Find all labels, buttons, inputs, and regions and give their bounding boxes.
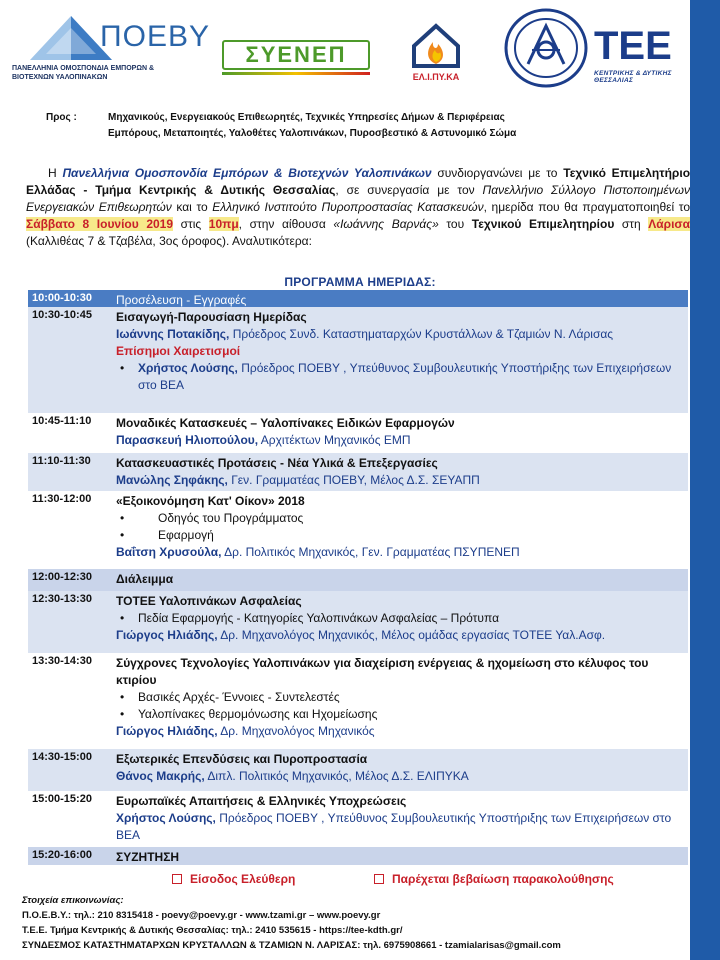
official-greetings: Επίσημοι Χαιρετισμοί [116, 344, 241, 358]
schedule-cell [112, 749, 688, 791]
schedule-cell [112, 847, 688, 865]
recipients-list [108, 110, 668, 142]
elipyka-text: ΕΛ.Ι.ΠΥ.ΚΑ [412, 72, 460, 82]
schedule-time: 12:30-13:30 [32, 593, 92, 605]
certificate-note [374, 872, 614, 886]
intro-org: Πανελλήνια Ομοσπονδία Εμπόρων & Βιοτεχνών Υαλοπινάκων [62, 166, 432, 180]
bullet-item [116, 510, 682, 527]
bullet-icon: • [120, 690, 125, 704]
syenep-color-bar [222, 72, 370, 75]
schedule-row [28, 307, 688, 413]
checkbox-icon [172, 874, 182, 884]
speaker [116, 627, 682, 644]
intro-city: Λάρισα [648, 217, 691, 231]
intro-tee: Τεχνικό Επιμελητήριο Ελλάδας - Τμήμα Κεντρικής & Δυτικής Θεσσαλίας [26, 166, 691, 197]
speaker [138, 360, 682, 394]
speaker-name: Θάνος Μακρής, [116, 769, 205, 783]
poevy-subtitle [12, 64, 192, 82]
contacts-title: Στοιχεία επικοινωνίας: [22, 895, 124, 906]
tee-emblem-icon [502, 6, 590, 90]
recipients-label: Προς : [46, 112, 77, 123]
intro-hall: «Ιωάννης Βαρνάς» [333, 217, 439, 231]
schedule-title: Κατασκευαστικές Προτάσεις - Νέα Υλικά & Επεξεργασίες [116, 456, 438, 470]
contacts-line: Π.Ο.Ε.Β.Υ.: τηλ.: 210 8315418 - poevy@poevy.gr - www.tzami.gr – www.poevy.gr [22, 910, 381, 921]
schedule-cell [112, 413, 688, 453]
program-title: ΠΡΟΓΡΑΜΜΑ ΗΜΕΡΙΔΑΣ: [284, 275, 436, 289]
schedule-title: Ευρωπαϊκές Απαιτήσεις & Ελληνικές Υποχρεώσεις [116, 794, 407, 808]
intro-text-1: Η [48, 166, 63, 180]
intro-tee-2: Τεχνικού Επιμελητηρίου [471, 217, 615, 231]
elipyka-logo [400, 16, 472, 84]
schedule-time: 12:00-12:30 [32, 571, 92, 583]
intro-text-4: και το [171, 200, 213, 214]
speaker [116, 768, 682, 785]
bullet-text: Οδηγός του Προγράμματος [158, 511, 304, 525]
bullet-text: Πεδία Εφαρμογής - Κατηγορίες Υαλοπινάκων Ασφαλείας – Πρότυπα [138, 611, 500, 625]
poevy-name: ΠΟΕΒΥ [100, 20, 211, 53]
schedule-row [28, 491, 688, 569]
schedule-row [28, 791, 688, 847]
speaker-name: Γιώργος Ηλιάδης, [116, 628, 218, 642]
speaker-role: Δρ. Πολιτικός Μηχανικός, Γεν. Γραμματέας ΠΣΥΠΕΝΕΠ [221, 545, 520, 559]
speaker [116, 810, 682, 844]
schedule-title: Προσέλευση - Εγγραφές [116, 293, 247, 307]
intro-time: 10πμ [208, 217, 239, 231]
bullet-icon: • [120, 361, 125, 375]
poevy-logo [8, 14, 211, 86]
schedule-row [28, 453, 688, 491]
schedule-cell [112, 491, 688, 569]
schedule-title: Σύγχρονες Τεχνολογίες Υαλοπινάκων για διαχείριση ενέργειας & ηχομείωση στο κέλυφος του κτιρίου [116, 656, 649, 687]
speaker-role: Πρόεδρος Συνδ. Καταστηματαρχών Κρυστάλλων & Τζαμιών Ν. Λάρισας [229, 327, 614, 341]
contacts-line: Τ.Ε.Ε. Τμήμα Κεντρικής & Δυτικής Θεσσαλίας: τηλ.: 2410 535615 - https://tee-kdth.gr/ [22, 925, 403, 936]
speaker-role: Δρ. Μηχανολόγος Μηχανικός, Μέλος ομάδας εργασίας ΤΟΤΕΕ Υαλ.Ασφ. [217, 628, 606, 642]
schedule-row [28, 413, 688, 453]
intro-text-5: , ημερίδα που θα πραγματοποιηθεί το [483, 200, 690, 214]
schedule-time: 15:20-16:00 [32, 849, 92, 861]
bullet-icon: • [120, 511, 125, 525]
speaker-name: Ιωάννης Ποτακίδης, [116, 327, 230, 341]
intro-assoc: Πανελλήνιο Σύλλογο Πιστοποιημένων Ενεργειακών Επιθεωρητών [26, 183, 691, 214]
free-entry-note [172, 872, 295, 886]
speaker-name: Παρασκευή Ηλιοπούλου, [116, 433, 259, 447]
schedule-row [28, 290, 688, 307]
bullet-text: Βασικές Αρχές- Έννοιες - Συντελεστές [138, 690, 340, 704]
schedule-row [28, 569, 688, 591]
intro-inst: Ελληνικό Ινστιτούτο Πυροπροστασίας Κατασκευών [212, 200, 484, 214]
right-decorative-bar [690, 0, 720, 960]
schedule-cell [112, 791, 688, 847]
intro-text-3: , σε συνεργασία με τον [335, 183, 483, 197]
poevy-sub-line-2: ΒΙΟΤΕΧΝΩΝ ΥΑΛΟΠΙΝΑΚΩΝ [12, 74, 108, 81]
speaker-name: Χρήστος Λούσης, [116, 811, 216, 825]
intro-text-7: , στην αίθουσα [238, 217, 334, 231]
schedule-time: 11:10-11:30 [32, 455, 91, 467]
schedule-cell [112, 453, 688, 491]
bullet-icon: • [120, 707, 125, 721]
contacts [22, 893, 690, 953]
intro-text-2: συνδιοργανώνει με το [431, 166, 564, 180]
bullet-item [116, 360, 682, 394]
schedule-title: Εξωτερικές Επενδύσεις και Πυροπροστασία [116, 752, 368, 766]
schedule-row [28, 653, 688, 749]
schedule-time: 11:30-12:00 [32, 493, 92, 505]
speaker-role: Αρχιτέκτων Μηχανικός ΕΜΠ [258, 433, 411, 447]
bullet-item [116, 706, 682, 723]
poevy-sub-line-1: ΠΑΝΕΛΛΗΝΙΑ ΟΜΟΣΠΟΝΔΙΑ ΕΜΠΟΡΩΝ & [12, 65, 155, 72]
bullet-item [116, 527, 682, 544]
syenep-logo: ΣΥΕΝΕΠ [222, 40, 370, 70]
speaker-name: Μανώλης Σηφάκης, [116, 473, 228, 487]
speaker-name: Γιώργος Ηλιάδης, [116, 724, 218, 738]
recipients-line-1: Μηχανικούς, Ενεργειακούς Επιθεωρητές, Τεχνικές Υπηρεσίες Δήμων & Περιφέρειας [108, 112, 505, 123]
intro-text-10: (Καλλιθέας 7 & Τζαβέλα, 3ος όροφος). Αναλυτικότερα: [26, 234, 312, 248]
schedule-title: ΤΟΤΕΕ Υαλοπινάκων Ασφαλείας [116, 594, 302, 608]
schedule-time: 10:00-10:30 [32, 292, 92, 304]
intro-date: Σάββατο 8 Ιουνίου 2019 [26, 217, 174, 231]
intro-paragraph [26, 165, 690, 250]
certificate-text: Παρέχεται βεβαίωση παρακολούθησης [392, 872, 614, 886]
tee-subtitle: ΚΕΝΤΡΙΚΗΣ & ΔΥΤΙΚΗΣ ΘΕΣΣΑΛΙΑΣ [594, 70, 672, 84]
speaker-role: Δρ. Μηχανολόγος Μηχανικός [217, 724, 375, 738]
speaker [116, 544, 682, 561]
bullet-icon: • [120, 528, 125, 542]
flame-house-icon [400, 16, 472, 72]
free-entry-text: Είσοδος Ελεύθερη [190, 872, 296, 886]
bullet-text: Υαλοπίνακες θερμομόνωσης και Ηχομείωσης [138, 707, 378, 721]
intro-text-8: του [438, 217, 472, 231]
schedule-cell [112, 653, 688, 749]
schedule-time: 10:45-11:10 [32, 415, 92, 427]
schedule-cell [112, 591, 688, 653]
speaker-name: Βαΐτση Χρυσούλα, [116, 545, 222, 559]
schedule-row [28, 591, 688, 653]
tee-text: ΤΕΕ [594, 24, 672, 68]
checkbox-icon [374, 874, 384, 884]
schedule-time: 15:00-15:20 [32, 793, 92, 805]
schedule-title: Διάλειμμα [116, 572, 174, 586]
contacts-line: ΣΥΝΔΕΣΜΟΣ ΚΑΤΑΣΤΗΜΑΤΑΡΧΩΝ ΚΡΥΣΤΑΛΛΩΝ & ΤΖΑΜΙΩΝ Ν. ΛΑΡΙΣΑΣ: τηλ. 6975908661 - tzamialarisas@gmail.com [22, 940, 561, 951]
bullet-text: Εφαρμογή [158, 528, 214, 542]
schedule-title: «Εξοικονόμηση Κατ' Οίκον» 2018 [116, 494, 305, 508]
schedule-title: Μοναδικές Κατασκευές – Υαλοπίνακες Ειδικών Εφαρμογών [116, 416, 455, 430]
schedule-row [28, 749, 688, 791]
notes [0, 872, 720, 892]
schedule-title: ΣΥΖΗΤΗΣΗ [116, 850, 180, 864]
intro-text-9: στη [614, 217, 649, 231]
schedule-time: 13:30-14:30 [32, 655, 92, 667]
speaker-name: Χρήστος Λούσης, [138, 361, 238, 375]
schedule-cell [112, 569, 688, 591]
intro-text-6: στις [173, 217, 209, 231]
tee-logo [502, 6, 690, 90]
speaker-role: Γεν. Γραμματέας ΠΟΕΒΥ, Μέλος Δ.Σ. ΣΕΥΑΠΠ [227, 473, 480, 487]
speaker [116, 472, 682, 489]
bullet-item [116, 689, 682, 706]
logo-header [0, 0, 690, 92]
schedule-cell [112, 307, 688, 413]
schedule-title: Εισαγωγή-Παρουσίαση Ημερίδας [116, 310, 307, 324]
speaker [116, 326, 682, 343]
schedule-time: 10:30-10:45 [32, 309, 92, 321]
schedule-table [28, 290, 688, 865]
bullet-item [116, 610, 682, 627]
speaker [116, 432, 682, 449]
speaker-role: Πρόεδρος ΠΟΕΒΥ , Υπεύθυνος Συμβουλευτικής Υποστήριξης των Επιχειρήσεων στο ΒΕΑ [116, 811, 672, 842]
speaker-role: Πρόεδρος ΠΟΕΒΥ , Υπεύθυνος Συμβουλευτικής Υποστήριξης των Επιχειρήσεων στο ΒΕΑ [138, 361, 672, 392]
recipients-line-2: Εμπόρους, Μεταποιητές, Υαλοθέτες Υαλοπινάκων, Πυροσβεστικό & Αστυνομικό Σώμα [108, 128, 517, 139]
speaker [116, 723, 682, 740]
speaker-role: Διπλ. Πολιτικός Μηχανικός, Μέλος Δ.Σ. ΕΛΙΠΥΚΑ [204, 769, 469, 783]
bullet-icon: • [120, 611, 125, 625]
schedule-row [28, 847, 688, 865]
schedule-time: 14:30-15:00 [32, 751, 92, 763]
